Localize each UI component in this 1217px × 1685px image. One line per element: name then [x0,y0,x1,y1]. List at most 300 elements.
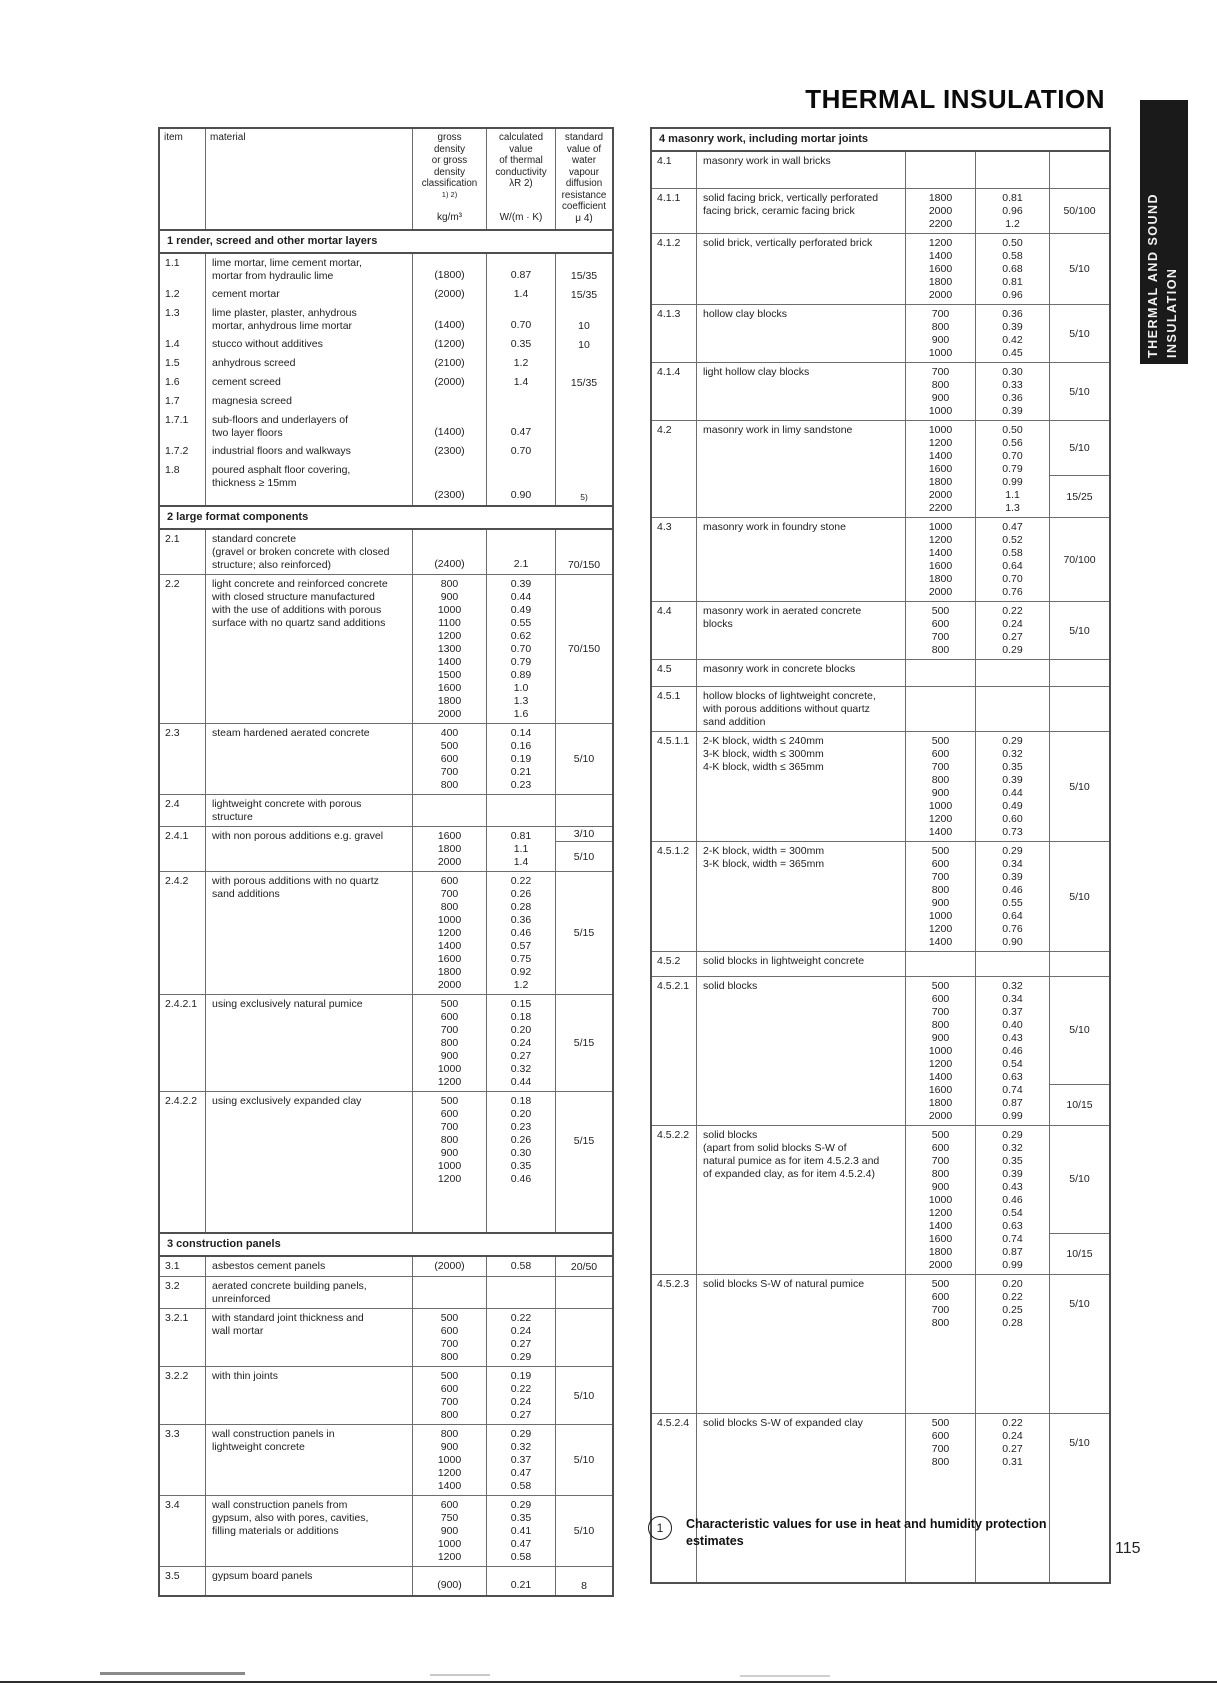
cell-line: 600 [931,1430,950,1442]
mu-groups [1050,305,1109,362]
header-line: value [509,143,533,155]
cell-line: 0.62 [510,630,532,642]
cell-line: 1000 [928,800,953,812]
cell-line: 500 [931,845,950,857]
density-cell [412,392,486,411]
density-cell [412,373,486,392]
cell-line: 0.89 [510,669,532,681]
cell-line: 0.21 [510,1579,532,1591]
mu-value: 5/10 [1069,263,1090,275]
cell-line: 0.32 [1002,980,1023,992]
cell-line: 1000 [437,914,462,926]
header-line: density [433,143,466,155]
mu-value: 5/10 [1069,385,1090,398]
material-cell [696,1414,905,1582]
cell-line: of expanded clay, as for item 4.5.2.4) [703,1168,875,1180]
table-row [160,442,612,461]
material-cell [696,234,905,304]
cell-line: 700 [931,761,950,773]
cell-line: 800 [931,1317,950,1329]
figure-caption [648,1516,1047,1550]
cell-line: 900 [931,392,950,404]
mu-groups [556,530,612,574]
material-cell [205,530,412,574]
cell-line: 900 [440,1525,459,1537]
mu-cell [555,285,612,304]
cell-line: mortar, anhydrous lime mortar [212,320,353,332]
material-cell [205,1567,412,1595]
cell-line: 800 [440,1409,459,1421]
cell-line: 800 [931,321,950,333]
cell-line: 0.99 [1002,1259,1023,1271]
cell-line: 800 [931,644,950,656]
scan-artifact [100,1672,245,1675]
item-cell [652,305,696,362]
mu-value: 15/35 [570,289,598,301]
table-section [160,1232,612,1595]
cell-line: with thin joints [212,1370,278,1382]
cell-line: 0.43 [1002,1032,1023,1044]
cell-line: 0.76 [1002,586,1023,598]
material-cell [696,952,905,976]
cell-line: 0.56 [1002,437,1023,449]
density-cell [412,461,486,505]
material-cell [696,1126,905,1274]
item-cell [160,1567,205,1595]
cell-line: 1200 [437,1076,462,1088]
cell-line: wall construction panels from [212,1499,348,1511]
cell-line: wall mortar [212,1325,264,1337]
item-cell [160,872,205,994]
cell-line: 0.30 [1002,366,1023,378]
cell-line: 750 [440,1512,459,1524]
table-row [652,686,1109,731]
mu-value: 5/10 [1069,890,1090,903]
cell-line: 4.5.2.3 [657,1278,690,1290]
item-cell [160,335,205,354]
cell-line: 700 [440,1338,459,1350]
cell-line: 800 [931,1168,950,1180]
lambda-cell [486,1567,555,1595]
cell-line: 1200 [437,1551,462,1563]
section-header: 2 large format components [160,505,612,530]
cell-line: 0.46 [510,1173,532,1185]
cell-line: 1800 [928,476,953,488]
mu-cell [555,530,612,574]
cell-line: aerated concrete building panels, [212,1280,367,1292]
cell-line: 800 [931,774,950,786]
header-line: density [433,166,466,178]
cell-line: 600 [440,1383,459,1395]
mu-groups [556,373,612,392]
cell-line: 0.58 [510,1480,532,1492]
cell-line: 1600 [437,682,462,694]
cell-line: 800 [440,1351,459,1363]
cell-line: 1200 [928,813,953,825]
cell-line: lightweight concrete with porous [212,798,362,810]
cell-line: 0.26 [510,1134,532,1146]
lambda-cell [486,411,555,442]
cell-line: (1400) [434,426,465,438]
cell-line: 500 [931,605,950,617]
cell-line: 0.27 [510,1050,532,1062]
density-cell [412,827,486,871]
lambda-cell [975,363,1049,420]
density-cell [905,1275,975,1413]
cell-line: 900 [440,1147,459,1159]
mu-cell [555,442,612,461]
table-row [160,826,612,871]
cell-line: 2000 [928,1110,953,1122]
density-cell [905,152,975,188]
cell-line: 0.27 [1002,1443,1023,1455]
cell-line: 1400 [437,656,462,668]
cell-line: (1400) [434,319,465,331]
mu-groups [1050,602,1109,659]
mu-groups [556,1425,612,1495]
item-cell [160,575,205,723]
item-cell [160,1496,205,1566]
mu-groups [556,285,612,304]
cell-line: 700 [931,1304,950,1316]
mu-cell [555,373,612,392]
cell-line: 0.45 [1002,347,1023,359]
header-line: water [572,155,596,166]
cell-line: 1.3 [1005,502,1020,514]
cell-line: 0.19 [510,1370,532,1382]
lambda-cell [486,1425,555,1495]
item-cell [652,660,696,686]
cell-line: 800 [440,578,459,590]
cell-line: 600 [931,748,950,760]
mu-cell [1049,1275,1109,1413]
cell-line: 1200 [437,1173,462,1185]
cell-line: 0.22 [1002,605,1023,617]
cell-line: gypsum board panels [212,1570,313,1582]
table-row [160,1276,612,1308]
table-row [160,794,612,826]
material-cell [205,354,412,373]
item-cell [160,1367,205,1424]
item-cell [160,1092,205,1232]
caption-number-badge: 1 [648,1516,672,1540]
lambda-cell [486,795,555,826]
cell-line: 0.55 [510,617,532,629]
cell-line: 4.4 [657,605,672,617]
cell-line: 500 [440,1370,459,1382]
cell-line: 1600 [437,953,462,965]
mu-groups [1050,363,1109,420]
item-cell [160,1309,205,1366]
item-header-cell: item [164,132,183,143]
cell-line: 0.22 [510,875,532,887]
cell-line: 0.14 [510,727,532,739]
cell-line: 1600 [928,1233,953,1245]
cell-line: 0.87 [510,269,532,281]
cell-line: 1200 [437,927,462,939]
lambda-cell [486,1309,555,1366]
cell-line: 0.20 [510,1108,532,1120]
material-cell [205,335,412,354]
cell-line: 900 [931,897,950,909]
cell-line: 0.35 [510,338,532,350]
cell-line: 700 [440,1121,459,1133]
lambda-cell [975,1126,1049,1274]
mu-cell [1049,152,1109,188]
table-row [160,1091,612,1232]
cell-line: 0.35 [510,1512,532,1524]
cell-line: 1.2 [1005,218,1020,230]
cell-line: light hollow clay blocks [703,366,810,378]
material-cell [205,461,412,505]
cell-line: 0.28 [510,901,532,913]
mu-value: 3/10 [573,828,595,841]
mu-value: 5/10 [1069,442,1090,455]
cell-line: with non porous additions e.g. gravel [212,830,384,842]
material-cell [205,995,412,1091]
mu-groups [1050,977,1109,1125]
cell-line: 4.1 [657,155,672,167]
table-row [160,1424,612,1495]
cell-line: solid blocks S-W of natural pumice [703,1278,865,1290]
cell-line: 0.81 [510,830,532,842]
mu-value: 5/15 [573,927,595,939]
mu-value: 15/35 [570,270,598,282]
item-cell [652,952,696,976]
density-cell [412,1257,486,1276]
cell-line: 600 [931,858,950,870]
density-cell [905,1414,975,1582]
cell-line: 4.5.2 [657,955,681,967]
header-unit: W/(m · K) [499,212,543,223]
mu-groups [556,1277,612,1308]
cell-line: 1600 [928,263,953,275]
cell-line: 3.2 [165,1280,180,1292]
table-row [160,1308,612,1366]
cell-line: 0.22 [1002,1291,1023,1303]
cell-line: 0.74 [1002,1084,1023,1096]
cell-line: 0.26 [510,888,532,900]
vapour-resistance-header-cell [555,129,612,229]
cell-line: 2.4.2 [165,875,189,887]
density-cell [412,335,486,354]
density-cell [412,254,486,285]
cell-line: 1100 [438,617,461,629]
mu-groups [1050,842,1109,951]
caption-text-line2: estimates [686,1534,744,1548]
item-cell [652,189,696,233]
table-row [160,871,612,994]
material-cell [696,977,905,1125]
cell-line: 3-K block, width ≤ 300mm [703,748,824,760]
cell-line: 2000 [928,1259,953,1271]
cell-line: 0.29 [1002,1129,1023,1141]
mu-value: 5/10 [573,753,595,765]
density-cell [412,411,486,442]
cell-line: 0.46 [510,927,532,939]
cell-line: 700 [440,888,459,900]
cell-line: lime mortar, lime cement mortar, [212,257,362,269]
cell-line: 0.70 [510,445,532,457]
mu-cell [555,461,612,505]
mu-cell [1049,977,1109,1125]
mu-cell [1049,1126,1109,1274]
mu-cell [555,335,612,354]
header-line: conductivity [495,166,547,178]
mu-groups [556,354,612,373]
item-cell [160,392,205,411]
cell-line: 900 [931,1032,950,1044]
item-cell [160,1277,205,1308]
cell-line: 4.1.1 [657,192,681,204]
cell-line: 0.52 [1002,534,1023,546]
cell-line: 0.64 [1002,910,1023,922]
cell-line: with porous additions without quartz [703,703,870,715]
caption-text [686,1516,1047,1550]
cell-line: 2.1 [513,558,529,570]
cell-line: 0.60 [1002,813,1023,825]
cell-line: 1000 [437,1538,462,1550]
cell-line: 0.24 [510,1396,532,1408]
mu-cell [555,1367,612,1424]
table-row [652,841,1109,951]
materials-table-section-4 [650,127,1111,1584]
table-row [652,152,1109,188]
cell-line: 0.81 [1002,276,1023,288]
scan-artifact [430,1674,490,1676]
section-header: 4 masonry work, including mortar joints [652,129,1109,152]
mu-groups [1050,1414,1109,1472]
cell-line: 0.43 [1002,1181,1023,1193]
cell-line: with standard joint thickness and [212,1312,364,1324]
mu-cell [1049,1414,1109,1582]
cell-line: 600 [440,875,459,887]
cell-line: 0.22 [510,1312,532,1324]
material-cell [205,1309,412,1366]
mu-groups [556,442,612,461]
density-cell [905,1126,975,1274]
cell-line: 0.19 [510,753,532,765]
cell-line: 1600 [437,830,462,842]
mu-groups [556,254,612,285]
cell-line: 3.5 [165,1570,180,1582]
density-cell [412,1567,486,1595]
cell-line: 700 [440,1396,459,1408]
cell-line: 500 [931,735,950,747]
cell-line: wall construction panels in [212,1428,335,1440]
cell-line: 800 [931,1019,950,1031]
cell-line: 1.7.1 [165,414,189,426]
cell-line: 1000 [928,405,953,417]
cell-line: 700 [440,1024,459,1036]
cell-line: 0.54 [1002,1207,1023,1219]
cell-line: 700 [931,308,950,320]
mu-groups [1050,1275,1109,1333]
mu-cell [555,1092,612,1232]
cell-line: 0.37 [510,1454,532,1466]
cell-line: 0.76 [1002,923,1023,935]
cell-line: 600 [440,1108,459,1120]
scan-artifact [740,1675,830,1677]
cell-line: 1400 [928,936,953,948]
item-cell [160,442,205,461]
table-row [160,335,612,354]
material-cell [205,1257,412,1276]
cell-line: 1800 [437,966,462,978]
cell-line: 0.74 [1002,1233,1023,1245]
mu-cell [555,1496,612,1566]
item-cell [160,461,205,505]
cell-line: 0.73 [1002,826,1023,838]
cell-line: 2000 [437,979,462,991]
cell-line: 0.39 [510,578,532,590]
mu-value: 70/150 [567,643,601,655]
mu-cell [555,575,612,723]
header-line: coefficient [562,201,606,212]
cell-line: 1000 [928,910,953,922]
cell-line: 0.58 [510,1551,532,1563]
cell-line: blocks [703,618,733,630]
cell-line: 1800 [928,1246,953,1258]
lambda-cell [486,254,555,285]
mu-value: 5/10 [573,1525,595,1537]
cell-line: unreinforced [212,1293,271,1305]
cell-line: 0.29 [1002,735,1023,747]
item-cell [652,602,696,659]
cell-line: 500 [440,1095,459,1107]
mu-value: 5/10 [1069,1024,1090,1037]
cell-line: 0.32 [510,1441,532,1453]
item-cell [652,1126,696,1274]
item-cell [160,285,205,304]
mu-groups [556,335,612,354]
cell-line: structure [212,811,253,823]
table-row [652,976,1109,1125]
cell-line: 0.47 [1002,521,1023,533]
cell-line: 0.50 [1002,237,1023,249]
chapter-tab-label-line1: THERMAL AND SOUND [1146,192,1160,358]
cell-line: (2000) [434,1260,465,1272]
cell-line: 3.3 [165,1428,180,1440]
cell-line: 0.50 [1002,424,1023,436]
density-cell [412,530,486,574]
table-row [652,362,1109,420]
cell-line: 4.5 [657,663,672,675]
material-cell [205,1092,412,1232]
mu-cell [1049,660,1109,686]
item-cell [652,977,696,1125]
cell-line: 0.34 [1002,858,1023,870]
cell-line: 700 [931,631,950,643]
cell-line: 0.28 [1002,1317,1023,1329]
cell-line: 1800 [928,192,953,204]
cell-line: 1800 [928,1097,953,1109]
cell-line: mortar from hydraulic lime [212,270,334,282]
cell-line: 3.1 [165,1260,180,1272]
cell-line: 0.90 [510,489,532,501]
density-cell [412,442,486,461]
mu-value: 5/10 [573,1389,595,1402]
mu-cell [555,1257,612,1276]
item-cell [160,724,205,794]
material-cell [696,602,905,659]
cell-line: 0.36 [1002,392,1023,404]
table-row [160,373,612,392]
density-cell [905,305,975,362]
lambda-cell [486,1367,555,1424]
table-row [160,994,612,1091]
cell-line: 2-K block, width = 300mm [703,845,825,857]
